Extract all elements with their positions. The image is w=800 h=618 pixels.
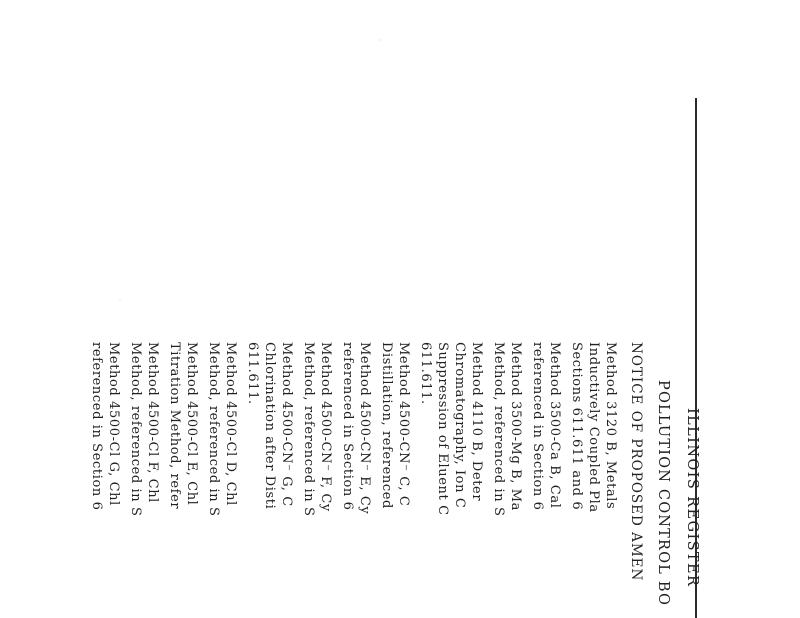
method-entry bbox=[300, 342, 334, 618]
entry-line: Distillation, referenced bbox=[379, 342, 394, 509]
board-title: POLLUTION CONTROL BO bbox=[655, 380, 671, 607]
entry-line: Method, referenced in S bbox=[301, 342, 316, 517]
register-title: ILLINOIS REGISTER bbox=[684, 408, 700, 588]
entry-line: Method 3500-Ca B, Cal bbox=[547, 342, 562, 509]
entry-line: Suppression of Eluent C bbox=[435, 342, 450, 516]
entry-line: Titration Method, refer bbox=[167, 342, 182, 510]
entry-line: Method 4500-CN⁻ G, C bbox=[279, 342, 294, 507]
rotated-document bbox=[83, 300, 700, 618]
method-entry bbox=[417, 342, 485, 618]
entry-line: Method, referenced in S bbox=[491, 342, 506, 517]
method-entry bbox=[205, 342, 239, 618]
entry-line: Method 4500-CN⁻ F, Cy bbox=[318, 342, 333, 512]
entry-line: Method 4110 B, Deter bbox=[469, 342, 484, 502]
entry-line: referenced in Section 6 bbox=[89, 342, 104, 511]
entry-line: 611.611. bbox=[245, 342, 260, 405]
method-entry bbox=[568, 342, 619, 618]
entry-line: Method 4500-Cl F, Chl bbox=[145, 342, 160, 503]
method-entry bbox=[244, 342, 295, 618]
entry-line: Method 4500-Cl E, Chl bbox=[184, 342, 199, 506]
entry-line: Chromatography, Ion C bbox=[452, 342, 467, 509]
method-entry bbox=[529, 342, 563, 618]
method-entry bbox=[88, 342, 122, 618]
method-entry bbox=[378, 342, 412, 618]
entry-line: Method, referenced in S bbox=[128, 342, 143, 517]
entry-line: Inductively Coupled Pla bbox=[586, 342, 601, 513]
entry-line: Method 3120 B, Metals bbox=[603, 342, 618, 510]
entry-line: referenced in Section 6 bbox=[530, 342, 545, 511]
entry-line: Method 3500-Mg B, Ma bbox=[508, 342, 523, 512]
entry-line: Method 4500-Cl D, Chl bbox=[223, 342, 238, 506]
method-entry bbox=[127, 342, 161, 618]
entry-line: Method, referenced in S bbox=[206, 342, 221, 517]
method-entry bbox=[490, 342, 524, 618]
entry-line: Chlorination after Disti bbox=[262, 342, 277, 510]
entry-line: Method 4500-CN⁻ E, Cy bbox=[357, 342, 372, 515]
entry-line: 611.611. bbox=[418, 342, 433, 405]
method-entry bbox=[166, 342, 200, 618]
entry-line: Method 4500-Cl G, Chl bbox=[106, 342, 121, 506]
entry-line: referenced in Section 6 bbox=[340, 342, 355, 511]
entry-line: Method 4500-CN⁻ C, C bbox=[396, 342, 411, 507]
entry-line: Sections 611.611 and 6 bbox=[569, 342, 584, 511]
notice-title: NOTICE OF PROPOSED AMEN bbox=[628, 342, 644, 582]
method-entry bbox=[339, 342, 373, 618]
